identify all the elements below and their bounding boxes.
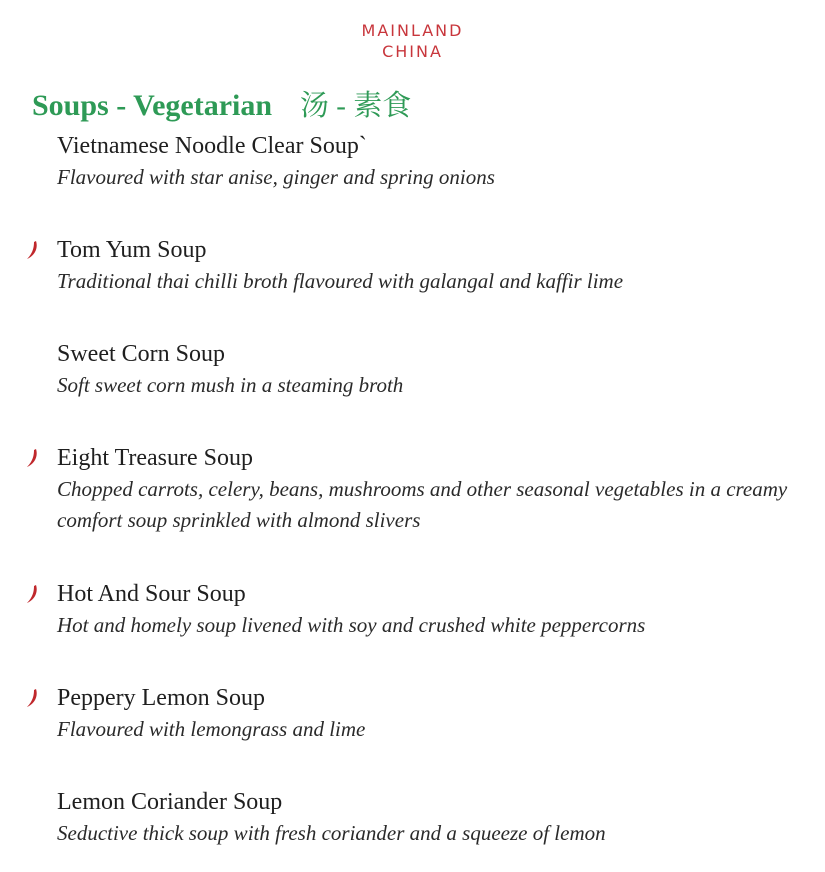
menu-item-name: Peppery Lemon Soup (57, 685, 265, 711)
section-title-chinese: 汤 - 素食 (300, 90, 412, 122)
chili-pepper-icon (24, 238, 42, 262)
menu-item (57, 786, 807, 849)
menu-item-description: Flavoured with lemongrass and lime (57, 717, 366, 741)
chili-pepper-icon (24, 686, 42, 710)
menu-item-name: Tom Yum Soup (57, 237, 207, 263)
menu-item (57, 682, 807, 745)
brand-logo (0, 20, 825, 62)
menu-item-name: Lemon Coriander Soup (57, 789, 283, 815)
chili-pepper-icon (24, 582, 42, 606)
menu-item-name: Vietnamese Noodle Clear Soup` (57, 133, 367, 159)
menu-item (57, 442, 807, 536)
brand-line-2: CHINA (382, 42, 443, 61)
menu-item-description: Flavoured with star anise, ginger and spring onions (57, 165, 495, 189)
menu-item-description: Soft sweet corn mush in a steaming broth (57, 373, 404, 397)
menu-item-name: Hot And Sour Soup (57, 581, 246, 607)
menu-item (57, 130, 807, 193)
menu-item (57, 578, 807, 641)
section-title (32, 86, 411, 126)
menu-item-description: Hot and homely soup livened with soy and crushed white peppercorns (57, 613, 646, 637)
menu-item (57, 234, 807, 297)
menu-item-name: Eight Treasure Soup (57, 445, 254, 471)
menu-item-description: Seductive thick soup with fresh coriander and a squeeze of lemon (57, 821, 606, 845)
menu-item (57, 338, 807, 401)
menu-item-description: Chopped carrots, celery, beans, mushrooms and other seasonal vegetables in a creamy comfort soup sprinkled with almond slivers (57, 477, 788, 532)
section-title-english: Soups - Vegetarian (32, 89, 273, 122)
brand-line-1: MAINLAND (361, 21, 464, 40)
chili-pepper-icon (24, 446, 42, 470)
menu-item-description: Traditional thai chilli broth flavoured with galangal and kaffir lime (57, 269, 624, 293)
menu-item-name: Sweet Corn Soup (57, 341, 225, 367)
